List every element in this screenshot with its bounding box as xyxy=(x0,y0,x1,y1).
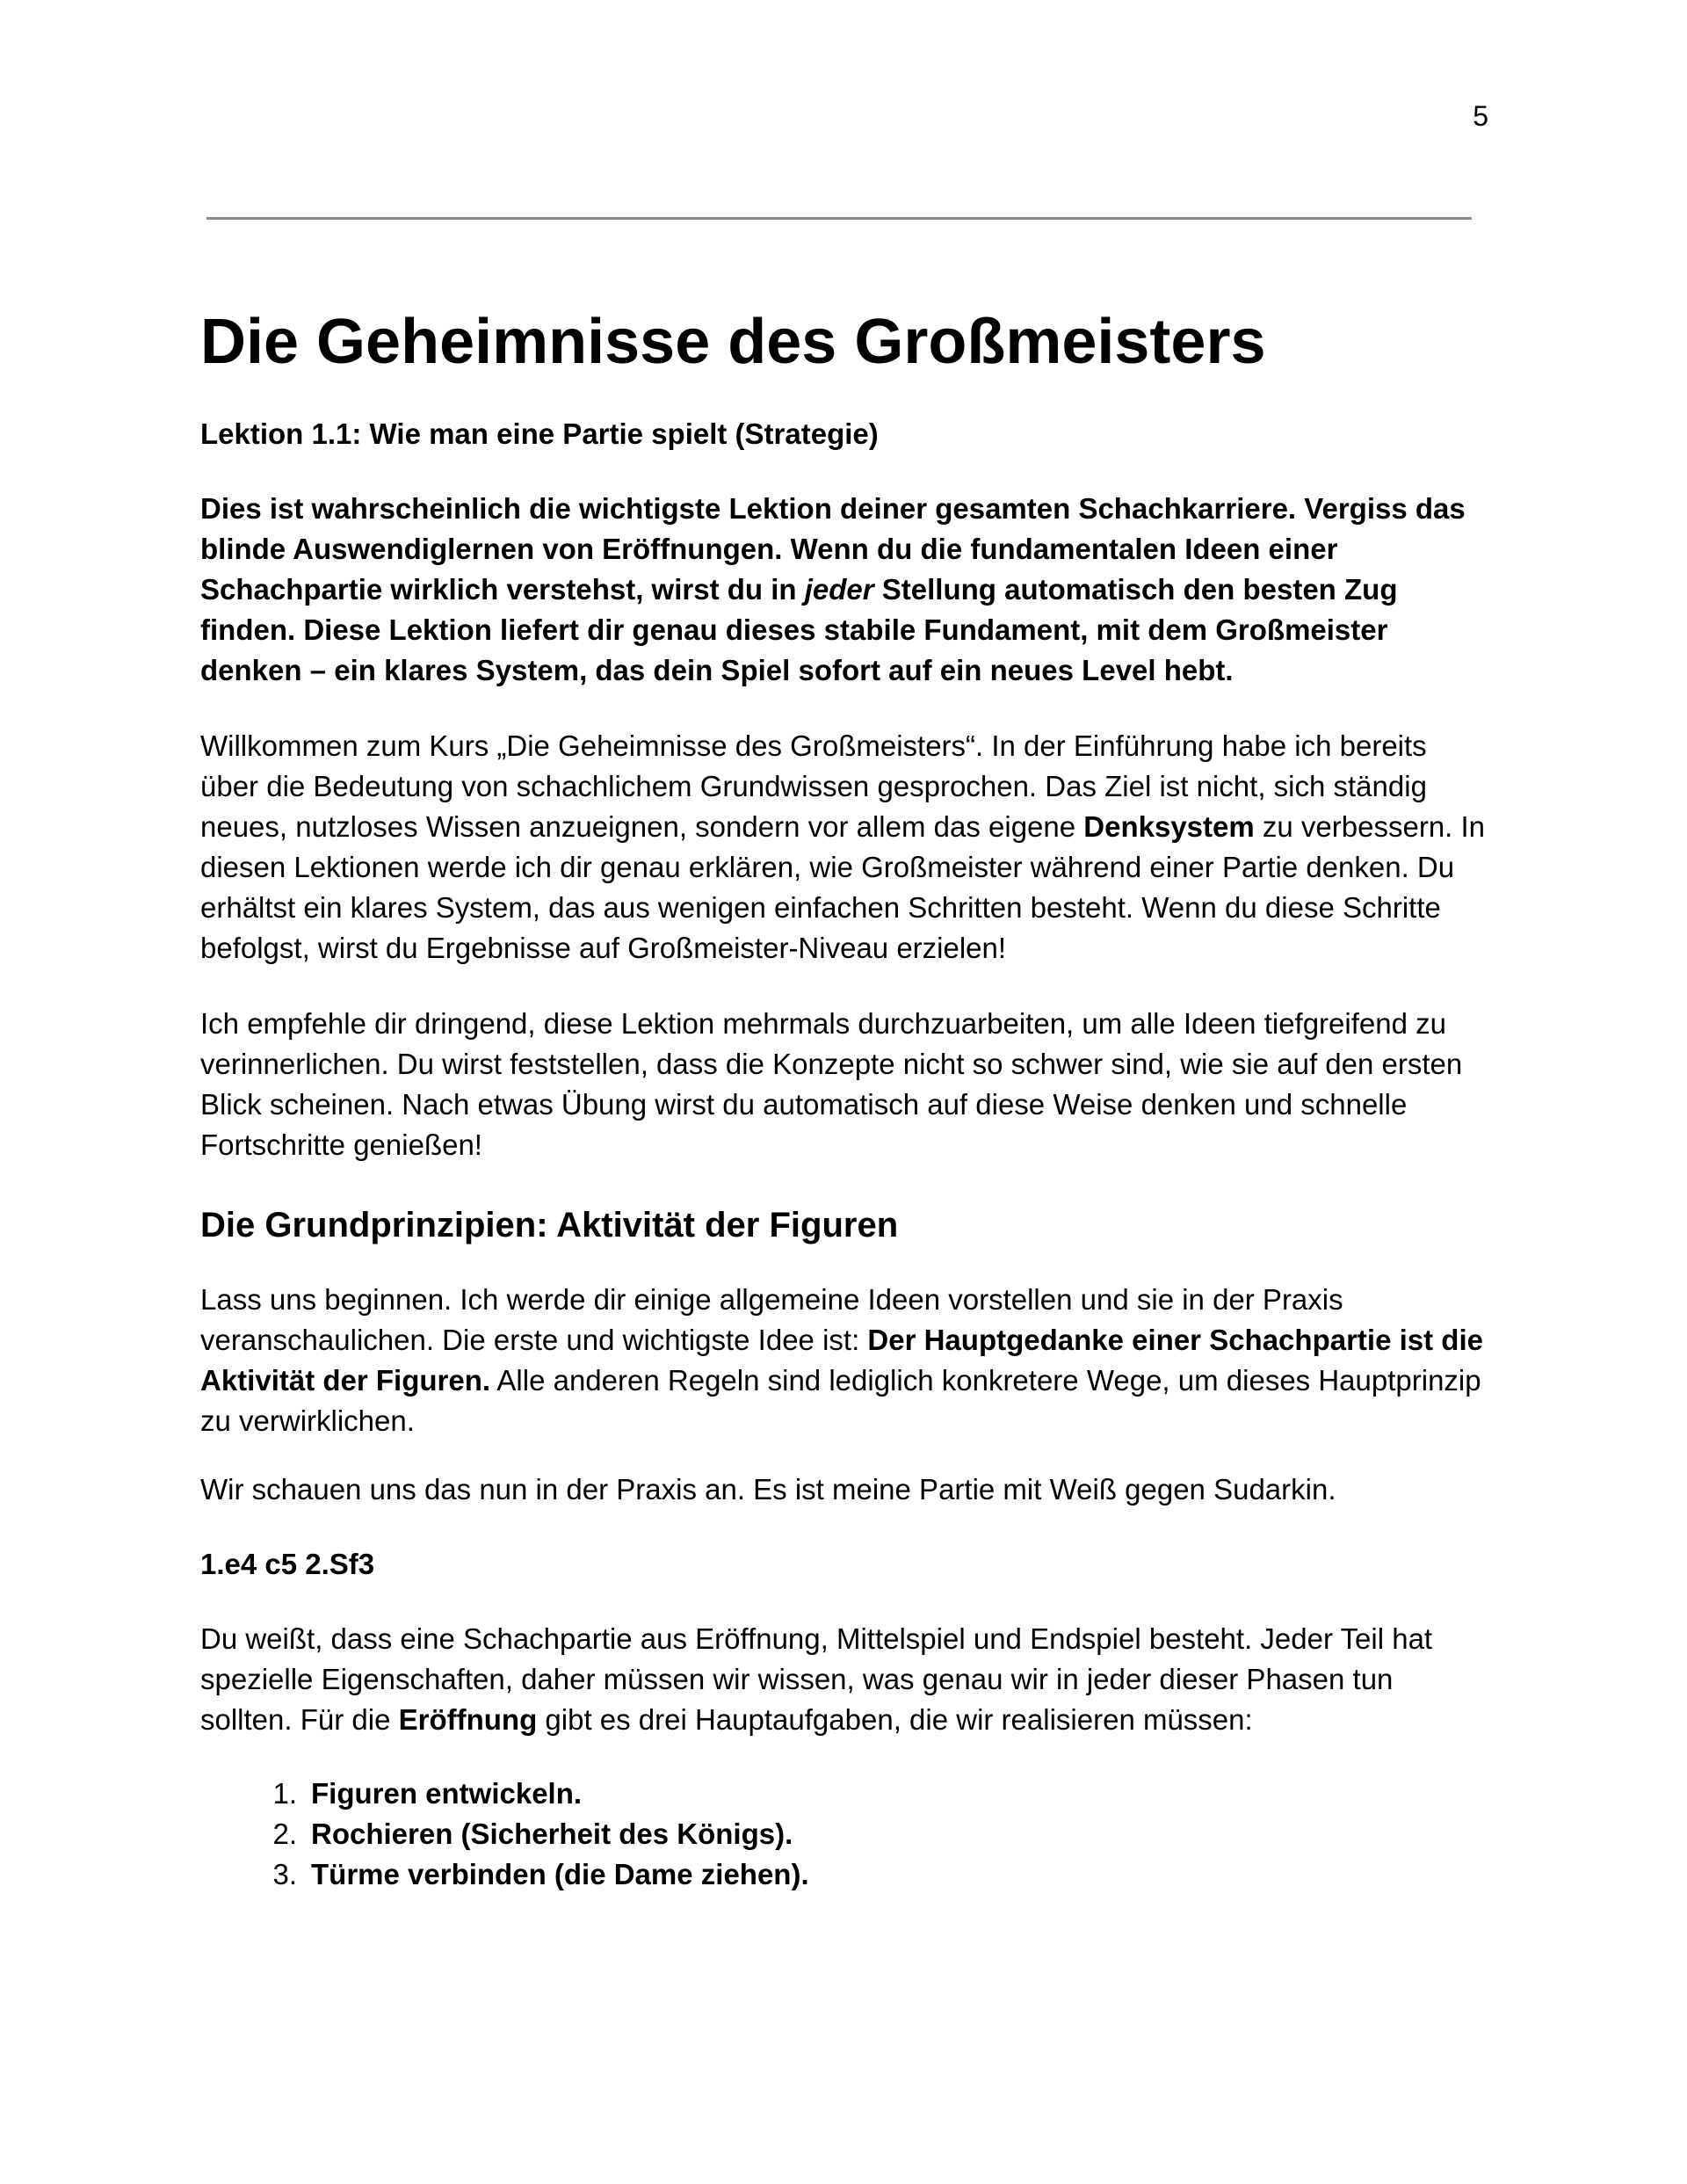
principle-bold-statement: Der Hauptgedanke einer Schachpartie ist die Aktivität der Figuren. xyxy=(200,1324,1483,1397)
welcome-text-part1: Willkommen zum Kurs „Die Geheimnisse des Großmeisters“. In der Einführung habe ich bereits über die Bedeutung von schachlichem Grundwissen gesprochen. Das Ziel ist nicht, sich ständig neues, nutzloses Wissen anzueignen, sondern vor allem das eigene xyxy=(200,729,1427,843)
document-title: Die Geheimnisse des Großmeisters xyxy=(200,307,1266,377)
list-item xyxy=(200,1814,1492,1854)
list-item xyxy=(200,1854,1492,1895)
game-intro-paragraph: Wir schauen uns das nun in der Praxis an. Es ist meine Partie mit Weiß gegen Sudarkin. xyxy=(200,1473,1336,1506)
intro-paragraph xyxy=(200,489,1492,691)
recommendation-paragraph: Ich empfehle dir dringend, diese Lektion mehrmals durchzuarbeiten, um alle Ideen tiefgreifend zu verinnerlichen. Du wirst feststellen, dass die Konzepte nicht so schwer sind, wie sie auf den ersten Blick scheinen. Nach etwas Übung wirst du automatisch auf diese Weise denken und schnelle Fortschritte genießen! xyxy=(200,1007,1463,1161)
welcome-text-part2: zu verbessern. In diesen Lektionen werde ich dir genau erklären, wie Großmeister während einer Partie denken. Du erhältst ein klares System, das aus wenigen einfachen Schritten besteht. Wenn du diese Schritte befolgst, wirst du Ergebnisse auf Großmeister-Niveau erzielen! xyxy=(200,810,1486,964)
principle-text-part1: Lass uns beginnen. Ich werde dir einige allgemeine Ideen vorstellen und sie in der Praxis veranschaulichen. Die erste und wichtigste Idee ist: xyxy=(200,1283,1343,1356)
welcome-bold-term: Denksystem xyxy=(1083,810,1255,843)
section-heading: Die Grundprinzipien: Aktivität der Figuren xyxy=(200,1206,899,1244)
list-item-number: 2. xyxy=(272,1818,297,1850)
document-body xyxy=(200,297,1492,1895)
opening-tasks-list xyxy=(200,1774,1492,1895)
chess-moves: 1.e4 c5 2.Sf3 xyxy=(200,1548,375,1580)
opening-bold-term: Eröffnung xyxy=(398,1703,538,1736)
principle-text-part2: Alle anderen Regeln sind lediglich konkretere Wege, um dieses Hauptprinzip zu verwirklichen. xyxy=(200,1364,1481,1437)
list-item-number: 3. xyxy=(272,1858,297,1890)
list-item-text: Rochieren (Sicherheit des Königs). xyxy=(311,1818,793,1850)
opening-text-part2: gibt es drei Hauptaufgaben, die wir realisieren müssen: xyxy=(537,1703,1253,1736)
intro-emphasis: jeder xyxy=(804,573,874,606)
list-item-text: Figuren entwickeln. xyxy=(311,1777,583,1810)
welcome-paragraph xyxy=(200,726,1492,969)
list-item xyxy=(200,1774,1492,1814)
lesson-heading: Lektion 1.1: Wie man eine Partie spielt (Strategie) xyxy=(200,417,879,450)
opening-text-part1: Du weißt, dass eine Schachpartie aus Eröffnung, Mittelspiel und Endspiel besteht. Jeder Teil hat spezielle Eigenschaften, daher müssen wir wissen, was genau wir in jeder dieser Phasen tun sollten. Für die xyxy=(200,1622,1433,1736)
intro-text-part2: Stellung automatisch den besten Zug finden. Diese Lektion liefert dir genau dieses stabile Fundament, mit dem Großmeister denken – ein klares System, das dein Spiel sofort auf ein neues Level hebt. xyxy=(200,573,1398,686)
intro-text-part1: Dies ist wahrscheinlich die wichtigste Lektion deiner gesamten Schachkarriere. Vergiss das blinde Auswendiglernen von Eröffnungen. Wenn du die fundamentalen Ideen einer Schachpartie wirklich verstehst, wirst du in xyxy=(200,492,1466,606)
header-divider xyxy=(206,217,1472,220)
page-number: 5 xyxy=(1473,100,1488,132)
opening-paragraph xyxy=(200,1619,1492,1740)
principle-paragraph xyxy=(200,1280,1492,1441)
list-item-text: Türme verbinden (die Dame ziehen). xyxy=(311,1858,809,1890)
list-item-number: 1. xyxy=(272,1777,297,1810)
